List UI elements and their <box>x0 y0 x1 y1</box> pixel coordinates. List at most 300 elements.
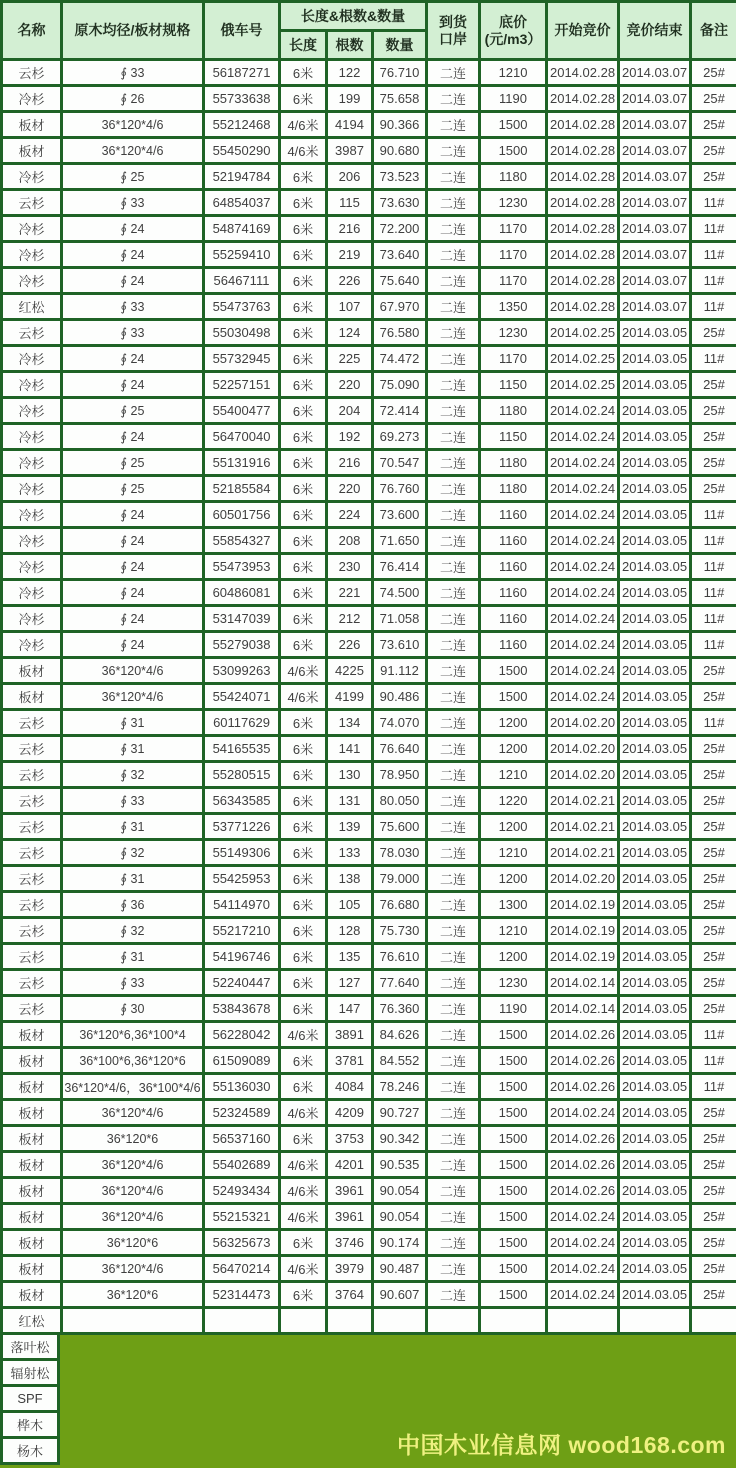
cell-count: 105 <box>327 892 373 918</box>
cell-count: 220 <box>327 476 373 502</box>
cell-count: 192 <box>327 424 373 450</box>
cell-note: 11# <box>691 268 736 294</box>
cell-wagon-no: 55149306 <box>204 840 280 866</box>
cell-bid-start: 2014.02.24 <box>547 1256 619 1282</box>
cell-spec: ∮ 30 <box>62 996 204 1022</box>
cell-bid-end: 2014.03.05 <box>619 1256 691 1282</box>
cell-count: 4199 <box>327 684 373 710</box>
cell-note: 11# <box>691 554 736 580</box>
cell-quantity: 90.535 <box>373 1152 427 1178</box>
cell-wagon-no: 56343585 <box>204 788 280 814</box>
cell-note: 25# <box>691 320 736 346</box>
cell-spec: ∮ 24 <box>62 632 204 658</box>
cell-name: 板材 <box>2 1100 62 1126</box>
cell-count: 225 <box>327 346 373 372</box>
cell-name: 冷杉 <box>2 580 62 606</box>
cell-wagon-no: 55732945 <box>204 346 280 372</box>
cell-length: 6米 <box>280 892 327 918</box>
cell-quantity: 76.640 <box>373 736 427 762</box>
cell-wagon-no: 55259410 <box>204 242 280 268</box>
cell-bid-start: 2014.02.28 <box>547 216 619 242</box>
cell-length: 6米 <box>280 840 327 866</box>
cell-note: 11# <box>691 606 736 632</box>
cell-wagon-no: 60486081 <box>204 580 280 606</box>
cell-bid-start: 2014.02.25 <box>547 320 619 346</box>
table-row <box>2 164 736 190</box>
cell-port: 二连 <box>427 164 480 190</box>
cell-count: 3961 <box>327 1204 373 1230</box>
species-cell: 辐射松 <box>0 1358 60 1387</box>
cell-count: 4225 <box>327 658 373 684</box>
cell-length: 6米 <box>280 736 327 762</box>
cell-port: 二连 <box>427 216 480 242</box>
cell-port: 二连 <box>427 1256 480 1282</box>
cell-name: 冷杉 <box>2 450 62 476</box>
cell-quantity: 76.680 <box>373 892 427 918</box>
table-row <box>2 762 736 788</box>
cell-bid-end: 2014.03.05 <box>619 346 691 372</box>
cell-note: 11# <box>691 1048 736 1074</box>
cell-bid-end: 2014.03.05 <box>619 918 691 944</box>
cell-name: 冷杉 <box>2 346 62 372</box>
cell-name: 冷杉 <box>2 632 62 658</box>
cell-base-price: 1190 <box>480 86 547 112</box>
cell-wagon-no: 55424071 <box>204 684 280 710</box>
cell-wagon-no: 56470214 <box>204 1256 280 1282</box>
species-cell: 杨木 <box>0 1436 60 1465</box>
cell-wagon-no: 56187271 <box>204 60 280 86</box>
cell-port: 二连 <box>427 580 480 606</box>
cell-quantity: 75.658 <box>373 86 427 112</box>
cell-base-price: 1200 <box>480 710 547 736</box>
cell-bid-end: 2014.03.05 <box>619 1022 691 1048</box>
cell-port: 二连 <box>427 866 480 892</box>
cell-quantity: 73.600 <box>373 502 427 528</box>
cell-count: 147 <box>327 996 373 1022</box>
table-row <box>2 1178 736 1204</box>
cell-port: 二连 <box>427 112 480 138</box>
cell-bid-start: 2014.02.28 <box>547 138 619 164</box>
cell-length: 6米 <box>280 60 327 86</box>
cell-base-price: 1180 <box>480 476 547 502</box>
cell-port: 二连 <box>427 918 480 944</box>
cell-wagon-no: 55212468 <box>204 112 280 138</box>
cell-port: 二连 <box>427 1048 480 1074</box>
cell-quantity: 74.070 <box>373 710 427 736</box>
table-row <box>2 294 736 320</box>
cell-count: 134 <box>327 710 373 736</box>
cell-note: 25# <box>691 1282 736 1308</box>
cell-name: 板材 <box>2 1022 62 1048</box>
cell-name: 云杉 <box>2 190 62 216</box>
cell-base-price: 1350 <box>480 294 547 320</box>
cell-bid-end: 2014.03.05 <box>619 1282 691 1308</box>
cell-spec: ∮ 33 <box>62 60 204 86</box>
cell-bid-end: 2014.03.07 <box>619 138 691 164</box>
cell-note: 25# <box>691 918 736 944</box>
cell-base-price: 1160 <box>480 502 547 528</box>
cell-bid-end: 2014.03.05 <box>619 840 691 866</box>
table-row <box>2 736 736 762</box>
table-row <box>2 424 736 450</box>
cell-note: 25# <box>691 866 736 892</box>
cell-wagon-no: 52240447 <box>204 970 280 996</box>
cell-length: 6米 <box>280 606 327 632</box>
cell-wagon-no: 55215321 <box>204 1204 280 1230</box>
cell-wagon-no: 52314473 <box>204 1282 280 1308</box>
cell-spec: ∮ 33 <box>62 190 204 216</box>
cell-length: 6米 <box>280 814 327 840</box>
cell-name: 板材 <box>2 658 62 684</box>
table-row <box>2 190 736 216</box>
cell-quantity: 72.200 <box>373 216 427 242</box>
cell-note: 11# <box>691 242 736 268</box>
cell-wagon-no: 53099263 <box>204 658 280 684</box>
cell-bid-start: 2014.02.14 <box>547 970 619 996</box>
cell-spec: ∮ 24 <box>62 346 204 372</box>
cell-port <box>427 1308 480 1334</box>
cell-name: 板材 <box>2 1048 62 1074</box>
cell-name: 云杉 <box>2 970 62 996</box>
cell-bid-end: 2014.03.07 <box>619 268 691 294</box>
cell-port: 二连 <box>427 320 480 346</box>
cell-spec: ∮ 24 <box>62 554 204 580</box>
cell-count: 3987 <box>327 138 373 164</box>
table-row <box>2 268 736 294</box>
cell-bid-end: 2014.03.07 <box>619 294 691 320</box>
cell-length: 4/6米 <box>280 1256 327 1282</box>
cell-note: 11# <box>691 528 736 554</box>
cell-count: 216 <box>327 450 373 476</box>
cell-quantity: 91.112 <box>373 658 427 684</box>
cell-bid-start: 2014.02.21 <box>547 840 619 866</box>
cell-base-price <box>480 1308 547 1334</box>
cell-note: 25# <box>691 736 736 762</box>
cell-base-price: 1500 <box>480 1048 547 1074</box>
cell-base-price: 1160 <box>480 528 547 554</box>
cell-length: 6米 <box>280 944 327 970</box>
cell-bid-start: 2014.02.24 <box>547 398 619 424</box>
cell-bid-start: 2014.02.26 <box>547 1152 619 1178</box>
cell-note: 11# <box>691 580 736 606</box>
table-row <box>2 632 736 658</box>
cell-bid-start: 2014.02.24 <box>547 1230 619 1256</box>
cell-port: 二连 <box>427 658 480 684</box>
table-row <box>2 398 736 424</box>
cell-note: 25# <box>691 788 736 814</box>
cell-bid-end: 2014.03.05 <box>619 1074 691 1100</box>
cell-name: 冷杉 <box>2 86 62 112</box>
table-row <box>2 502 736 528</box>
cell-wagon-no: 56228042 <box>204 1022 280 1048</box>
cell-name: 冷杉 <box>2 268 62 294</box>
cell-bid-start <box>547 1308 619 1334</box>
cell-quantity: 90.366 <box>373 112 427 138</box>
cell-bid-start: 2014.02.19 <box>547 892 619 918</box>
cell-name: 冷杉 <box>2 528 62 554</box>
cell-bid-end: 2014.03.05 <box>619 450 691 476</box>
cell-wagon-no: 55473953 <box>204 554 280 580</box>
cell-bid-start: 2014.02.21 <box>547 814 619 840</box>
cell-quantity: 90.680 <box>373 138 427 164</box>
table-row <box>2 710 736 736</box>
cell-count: 4201 <box>327 1152 373 1178</box>
cell-bid-start: 2014.02.24 <box>547 1100 619 1126</box>
cell-length <box>280 1308 327 1334</box>
cell-length: 6米 <box>280 1230 327 1256</box>
cell-port: 二连 <box>427 684 480 710</box>
cell-spec: ∮ 24 <box>62 580 204 606</box>
cell-bid-start: 2014.02.24 <box>547 658 619 684</box>
cell-base-price: 1500 <box>480 1230 547 1256</box>
cell-length: 6米 <box>280 190 327 216</box>
cell-port: 二连 <box>427 1152 480 1178</box>
cell-note: 11# <box>691 710 736 736</box>
col-header-count: 根数 <box>327 31 373 60</box>
cell-wagon-no: 61509089 <box>204 1048 280 1074</box>
cell-name: 云杉 <box>2 840 62 866</box>
cell-count: 206 <box>327 164 373 190</box>
cell-count: 208 <box>327 528 373 554</box>
cell-quantity: 78.246 <box>373 1074 427 1100</box>
cell-count: 4209 <box>327 1100 373 1126</box>
cell-note: 25# <box>691 476 736 502</box>
cell-count: 220 <box>327 372 373 398</box>
cell-port: 二连 <box>427 138 480 164</box>
cell-base-price: 1300 <box>480 892 547 918</box>
cell-wagon-no: 53843678 <box>204 996 280 1022</box>
cell-note: 25# <box>691 112 736 138</box>
cell-bid-start: 2014.02.20 <box>547 762 619 788</box>
cell-bid-start: 2014.02.25 <box>547 372 619 398</box>
cell-length: 6米 <box>280 450 327 476</box>
cell-note: 25# <box>691 450 736 476</box>
cell-length: 6米 <box>280 788 327 814</box>
col-header-length: 长度 <box>280 31 327 60</box>
cell-port: 二连 <box>427 190 480 216</box>
cell-port: 二连 <box>427 554 480 580</box>
cell-note: 25# <box>691 1126 736 1152</box>
cell-bid-end: 2014.03.07 <box>619 86 691 112</box>
cell-length: 6米 <box>280 216 327 242</box>
cell-note: 11# <box>691 346 736 372</box>
cell-bid-end: 2014.03.05 <box>619 788 691 814</box>
cell-note: 25# <box>691 840 736 866</box>
col-header-port <box>427 2 480 60</box>
cell-name: 冷杉 <box>2 398 62 424</box>
cell-bid-end: 2014.03.05 <box>619 476 691 502</box>
cell-quantity: 73.523 <box>373 164 427 190</box>
cell-spec: ∮ 25 <box>62 450 204 476</box>
table-row <box>2 606 736 632</box>
cell-quantity: 76.414 <box>373 554 427 580</box>
cell-port: 二连 <box>427 1282 480 1308</box>
cell-name: 板材 <box>2 1204 62 1230</box>
cell-name: 板材 <box>2 138 62 164</box>
cell-bid-start: 2014.02.24 <box>547 606 619 632</box>
table-row <box>2 1230 736 1256</box>
cell-spec: ∮ 25 <box>62 398 204 424</box>
cell-count <box>327 1308 373 1334</box>
cell-note: 11# <box>691 216 736 242</box>
cell-port: 二连 <box>427 1100 480 1126</box>
cell-bid-end: 2014.03.05 <box>619 1100 691 1126</box>
cell-length: 6米 <box>280 346 327 372</box>
col-header-price-line2: (元/m3） <box>484 30 542 47</box>
table-row <box>2 1282 736 1308</box>
table-header <box>2 2 736 60</box>
cell-port: 二连 <box>427 1178 480 1204</box>
cell-spec: ∮ 31 <box>62 944 204 970</box>
cell-spec: ∮ 31 <box>62 736 204 762</box>
cell-base-price: 1210 <box>480 60 547 86</box>
cell-count: 221 <box>327 580 373 606</box>
cell-bid-start: 2014.02.24 <box>547 476 619 502</box>
table-row <box>2 554 736 580</box>
cell-port: 二连 <box>427 450 480 476</box>
cell-port: 二连 <box>427 346 480 372</box>
cell-base-price: 1180 <box>480 164 547 190</box>
cell-count: 212 <box>327 606 373 632</box>
cell-spec: ∮ 26 <box>62 86 204 112</box>
cell-length: 6米 <box>280 294 327 320</box>
cell-spec: 36*120*4/6 <box>62 138 204 164</box>
cell-count: 139 <box>327 814 373 840</box>
cell-name: 板材 <box>2 1230 62 1256</box>
cell-length: 6米 <box>280 398 327 424</box>
cell-name: 云杉 <box>2 320 62 346</box>
cell-length: 6米 <box>280 476 327 502</box>
cell-quantity: 73.630 <box>373 190 427 216</box>
cell-base-price: 1160 <box>480 554 547 580</box>
cell-quantity: 76.760 <box>373 476 427 502</box>
cell-name: 冷杉 <box>2 606 62 632</box>
cell-spec: 36*120*4/6 <box>62 1152 204 1178</box>
cell-spec: ∮ 36 <box>62 892 204 918</box>
cell-note: 25# <box>691 814 736 840</box>
cell-wagon-no: 56325673 <box>204 1230 280 1256</box>
cell-wagon-no: 55279038 <box>204 632 280 658</box>
cell-bid-end: 2014.03.05 <box>619 710 691 736</box>
cell-count: 3961 <box>327 1178 373 1204</box>
cell-port: 二连 <box>427 762 480 788</box>
cell-note: 25# <box>691 1256 736 1282</box>
species-cell: 落叶松 <box>0 1332 60 1361</box>
cell-port: 二连 <box>427 944 480 970</box>
cell-note: 25# <box>691 1230 736 1256</box>
col-header-price-line1: 底价 <box>499 14 528 31</box>
cell-note: 11# <box>691 1022 736 1048</box>
cell-bid-start: 2014.02.24 <box>547 1282 619 1308</box>
cell-port: 二连 <box>427 736 480 762</box>
cell-name: 红松 <box>2 294 62 320</box>
cell-quantity: 80.050 <box>373 788 427 814</box>
cell-spec: ∮ 33 <box>62 970 204 996</box>
cell-spec: 36*120*4/6 <box>62 684 204 710</box>
cell-port: 二连 <box>427 1204 480 1230</box>
cell-length: 6米 <box>280 86 327 112</box>
cell-quantity: 90.486 <box>373 684 427 710</box>
cell-name: 板材 <box>2 1282 62 1308</box>
cell-base-price: 1160 <box>480 632 547 658</box>
cell-name: 冷杉 <box>2 502 62 528</box>
cell-bid-end: 2014.03.07 <box>619 242 691 268</box>
table-row <box>2 1048 736 1074</box>
cell-base-price: 1160 <box>480 606 547 632</box>
cell-note: 25# <box>691 970 736 996</box>
cell-count: 219 <box>327 242 373 268</box>
cell-base-price: 1500 <box>480 1178 547 1204</box>
cell-base-price: 1500 <box>480 1022 547 1048</box>
cell-spec: 36*120*6,36*100*4 <box>62 1022 204 1048</box>
cell-count: 204 <box>327 398 373 424</box>
cell-wagon-no: 54165535 <box>204 736 280 762</box>
cell-port: 二连 <box>427 970 480 996</box>
cell-quantity: 76.580 <box>373 320 427 346</box>
col-header-quantity: 数量 <box>373 31 427 60</box>
cell-quantity: 77.640 <box>373 970 427 996</box>
cell-length: 4/6米 <box>280 1178 327 1204</box>
cell-bid-start: 2014.02.28 <box>547 190 619 216</box>
cell-quantity: 73.640 <box>373 242 427 268</box>
table-row <box>2 1022 736 1048</box>
cell-base-price: 1500 <box>480 138 547 164</box>
cell-wagon-no: 55854327 <box>204 528 280 554</box>
cell-length: 6米 <box>280 242 327 268</box>
table-row <box>2 112 736 138</box>
cell-bid-start: 2014.02.24 <box>547 528 619 554</box>
cell-quantity: 75.730 <box>373 918 427 944</box>
cell-note: 25# <box>691 684 736 710</box>
cell-note: 25# <box>691 996 736 1022</box>
col-header-group: 长度&根数&数量 <box>280 2 427 31</box>
table-row <box>2 866 736 892</box>
cell-name: 冷杉 <box>2 164 62 190</box>
cell-spec: ∮ 31 <box>62 710 204 736</box>
cell-wagon-no: 55733638 <box>204 86 280 112</box>
cell-quantity: 75.090 <box>373 372 427 398</box>
cell-length: 6米 <box>280 632 327 658</box>
cell-bid-start: 2014.02.20 <box>547 710 619 736</box>
cell-port: 二连 <box>427 814 480 840</box>
cell-bid-end: 2014.03.05 <box>619 944 691 970</box>
cell-bid-end: 2014.03.07 <box>619 164 691 190</box>
table-row <box>2 216 736 242</box>
cell-base-price: 1170 <box>480 268 547 294</box>
cell-base-price: 1170 <box>480 216 547 242</box>
table-body <box>2 60 736 1334</box>
cell-count: 4194 <box>327 112 373 138</box>
table-row <box>2 320 736 346</box>
table-row <box>2 658 736 684</box>
cell-port: 二连 <box>427 840 480 866</box>
cell-bid-start: 2014.02.24 <box>547 424 619 450</box>
cell-count: 226 <box>327 632 373 658</box>
cell-base-price: 1230 <box>480 970 547 996</box>
cell-quantity: 76.610 <box>373 944 427 970</box>
cell-spec: 36*120*4/6 <box>62 658 204 684</box>
cell-name: 云杉 <box>2 892 62 918</box>
cell-spec: ∮ 31 <box>62 814 204 840</box>
cell-bid-start: 2014.02.24 <box>547 580 619 606</box>
cell-quantity: 90.054 <box>373 1204 427 1230</box>
cell-port: 二连 <box>427 476 480 502</box>
cell-count: 124 <box>327 320 373 346</box>
cell-bid-end <box>619 1308 691 1334</box>
cell-quantity: 79.000 <box>373 866 427 892</box>
table-row <box>2 996 736 1022</box>
cell-spec: 36*120*6 <box>62 1230 204 1256</box>
